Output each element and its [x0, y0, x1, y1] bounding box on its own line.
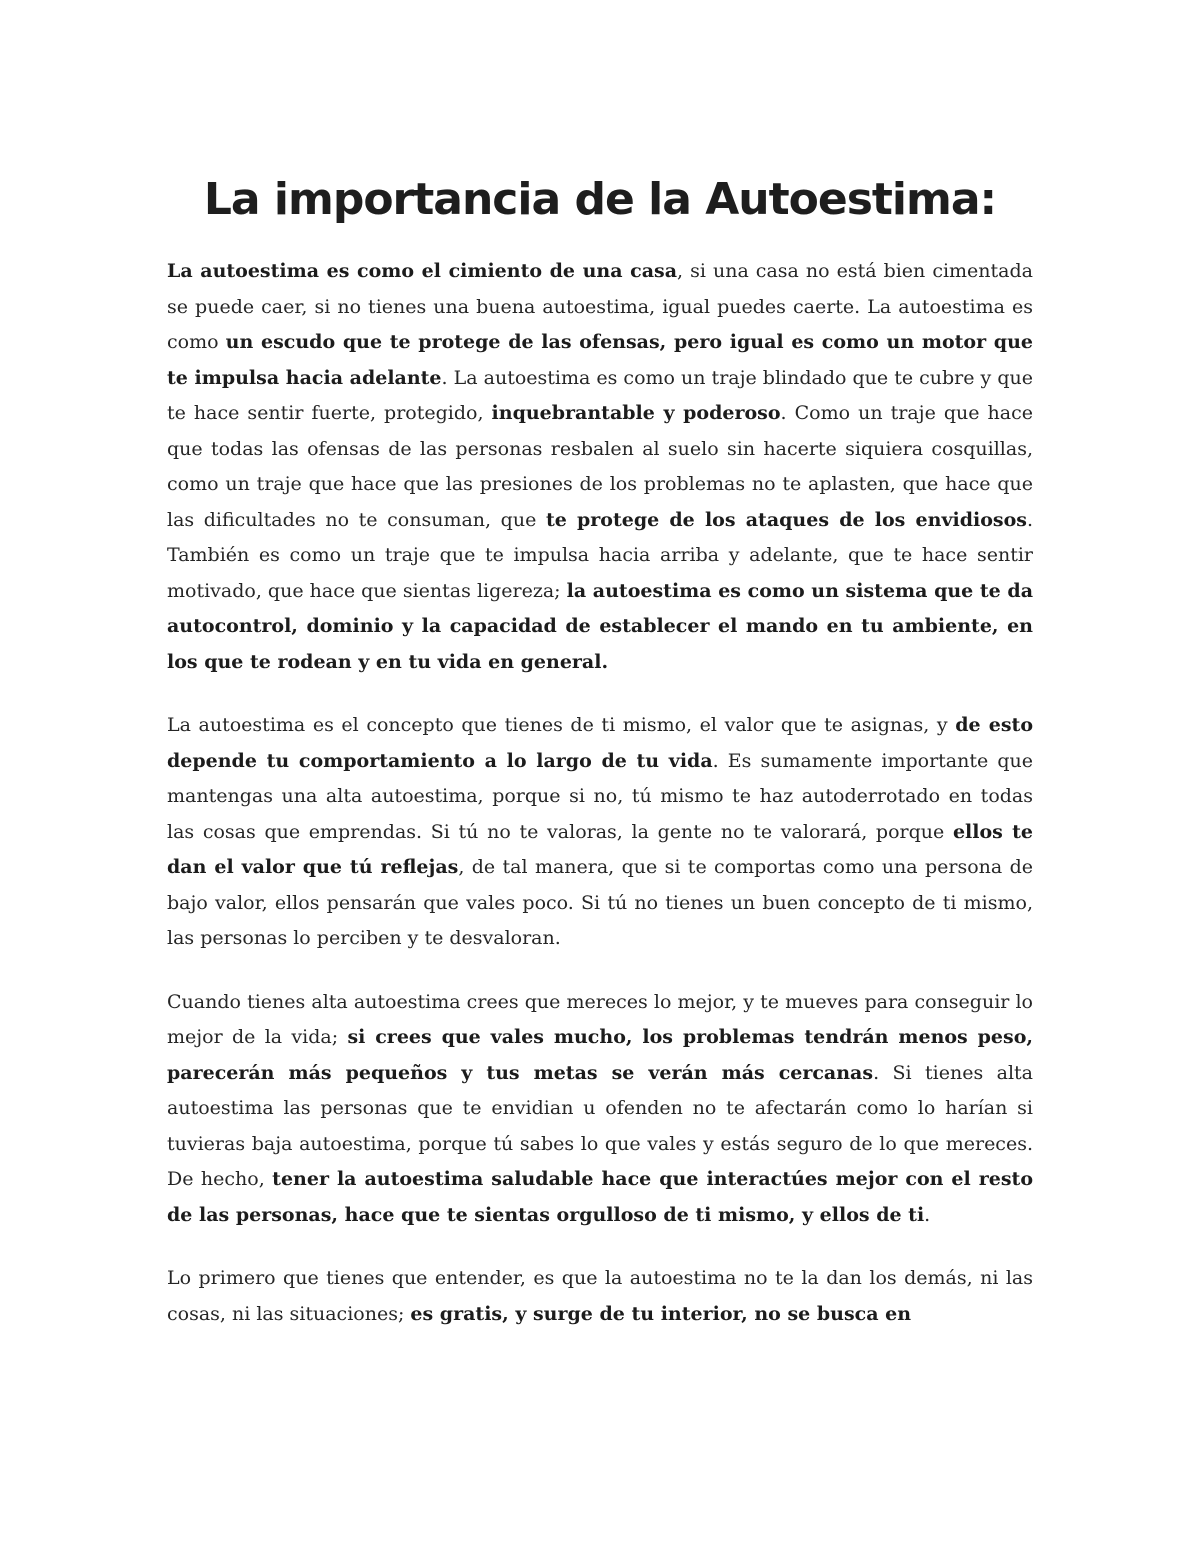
paragraph-4	[167, 1261, 1033, 1332]
text-run: . Como un traje que hace que todas las ofensas de las personas resbalen al suelo sin hacerte siquiera cosquillas, como un traje que hace que las presiones de los problemas no te aplasten, que hace que las dificultades no te consuman, que	[167, 402, 1033, 531]
bold-phrase: te protege de los ataques de los envidiosos	[545, 508, 1027, 531]
paragraph-1	[167, 254, 1033, 680]
text-run: , si una casa no está bien cimentada se puede caer, si no tienes una buena autoestima, igual puedes caerte. La autoestima es como	[167, 260, 1033, 353]
bold-phrase: si crees que vales mucho, los problemas tendrán menos peso, parecerán más pequeños y tus metas se verán más cercanas	[167, 1026, 1033, 1084]
text-run: .	[924, 1203, 931, 1226]
text-run: . También es como un traje que te impulsa hacia arriba y adelante, que te hace sentir motivado, que hace que sientas ligereza;	[167, 508, 1033, 602]
document-body	[167, 254, 1033, 1332]
text-run: Cuando tienes alta autoestima crees que mereces lo mejor, y te mueves para conseguir lo mejor de la vida;	[167, 990, 1033, 1048]
bold-phrase: es gratis, y surge de tu interior, no se busca en	[410, 1302, 912, 1325]
bold-phrase: La autoestima es como el cimiento de una casa	[167, 260, 678, 282]
document-title: La importancia de la Autoestima:	[203, 174, 997, 225]
bold-phrase: tener la autoestima saludable hace que interactúes mejor con el resto de las personas, hace que te sientas orgulloso de ti mismo, y ellos de ti	[167, 1168, 1033, 1226]
text-run: La autoestima es el concepto que tienes de ti mismo, el valor que te asignas, y	[167, 714, 956, 736]
text-run: . Es sumamente importante que mantengas una alta autoestima, porque si no, tú mismo te haz autoderrotado en todas las cosas que emprendas. Si tú no te valoras, la gente no te valorará, porque	[167, 749, 1033, 843]
text-run: . Si tienes alta autoestima las personas que te envidian u ofenden no te afectarán como lo harían si tuvieras baja autoestima, porque tú sabes lo que vales y estás seguro de lo que mereces. De hecho,	[167, 1061, 1033, 1190]
bold-phrase: inquebrantable y poderoso	[491, 402, 781, 424]
paragraph-3	[167, 985, 1033, 1234]
bold-phrase: un escudo que te protege de las ofensas, pero igual es como un motor que te impulsa hacia adelante	[167, 331, 1033, 389]
bold-phrase: ellos te dan el valor que tú reflejas	[167, 820, 1033, 878]
bold-phrase: la autoestima es como un sistema que te da autocontrol, dominio y la capacidad de establecer el mando en tu ambiente, en los que te rodean y en tu vida en general.	[167, 579, 1034, 673]
text-run: Lo primero que tienes que entender, es que la autoestima no te la dan los demás, ni las cosas, ni las situaciones;	[167, 1267, 1033, 1325]
bold-phrase: de esto depende tu comportamiento a lo largo de tu vida	[167, 714, 1033, 772]
text-run: , de tal manera, que si te comportas como una persona de bajo valor, ellos pensarán que vales poco. Si tú no tienes un buen concepto de ti mismo, las personas lo perciben y te desvaloran.	[167, 856, 1034, 949]
text-run: . La autoestima es como un traje blindado que te cubre y que te hace sentir fuerte, protegido,	[167, 366, 1033, 424]
paragraph-2	[167, 708, 1033, 957]
